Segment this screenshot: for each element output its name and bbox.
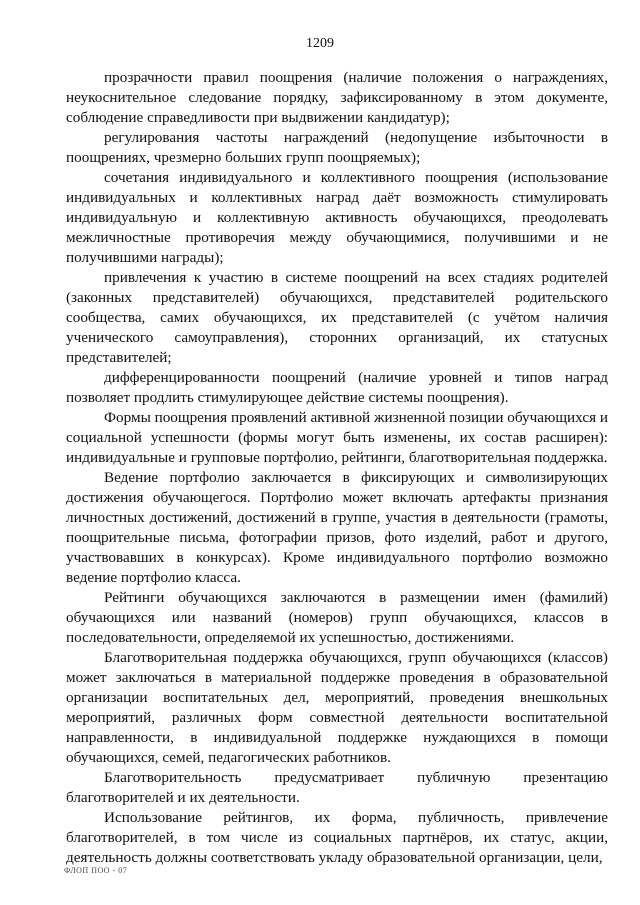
paragraph-3: сочетания индивидуального и коллективного поощрения (использование индивидуальных и коллективных наград даёт возможность стимулировать индивидуальную и коллективную активность обучающихся, преодолевать межличностные противоречия между обучающимися, получившими и не получившими награды); xyxy=(66,169,608,266)
document-body xyxy=(66,68,608,868)
paragraph-9: Благотворительная поддержка обучающихся, групп обучающихся (классов) может заключаться в материальной поддержке проведения в образовательной организации воспитательных дел, мероприятий, проведения внешкольных мероприятий, различных форм совместной деятельности воспитательной направленности, в индивидуальной поддержке нуждающихся в помощи обучающихся, семей, педагогических работников. xyxy=(66,649,608,766)
paragraph-10: Благотворительность предусматривает публичную презентацию благотворителей и их деятельности. xyxy=(66,769,608,806)
paragraph-5: дифференцированности поощрений (наличие уровней и типов наград позволяет продлить стимулирующее действие системы поощрения). xyxy=(66,369,608,406)
paragraph-6: Формы поощрения проявлений активной жизненной позиции обучающихся и социальной успешности (формы могут быть изменены, их состав расширен): индивидуальные и групповые портфолио, рейтинги, благотворительная поддержка. xyxy=(66,409,608,466)
paragraph-7: Ведение портфолио заключается в фиксирующих и символизирующих достижения обучающегося. Портфолио может включать артефакты признания личностных достижений, достижений в группе, участия в деятельности (грамоты, поощрительные письма, фотографии призов, фото изделий, работ и другого, участвовавших в конкурсах). Кроме индивидуального портфолио возможно ведение портфолио класса. xyxy=(66,469,608,586)
page-number: 1209 xyxy=(306,36,334,51)
paragraph-11: Использование рейтингов, их форма, публичность, привлечение благотворителей, в том числе из социальных партнёров, их статус, акции, деятельность должны соответствовать укладу образовательной организации, цели, xyxy=(66,809,608,866)
footer-mark: ФЛОП ПОО - 07 xyxy=(64,866,128,875)
paragraph-2: регулирования частоты награждений (недопущение избыточности в поощрениях, чрезмерно больших групп поощряемых); xyxy=(66,129,608,166)
paragraph-8: Рейтинги обучающихся заключаются в размещении имен (фамилий) обучающихся или названий (номеров) групп обучающихся, классов в последовательности, определяемой их успешностью, достижениями. xyxy=(66,589,608,646)
paragraph-4: привлечения к участию в системе поощрений на всех стадиях родителей (законных представителей) обучающихся, представителей родительского сообщества, самих обучающихся, их представителей (с учётом наличия ученического самоуправления), сторонних организаций, их статусных представителей; xyxy=(66,269,608,366)
paragraph-1: прозрачности правил поощрения (наличие положения о награждениях, неукоснительное следование порядку, зафиксированному в этом документе, соблюдение справедливости при выдвижении кандидатур); xyxy=(66,69,608,126)
